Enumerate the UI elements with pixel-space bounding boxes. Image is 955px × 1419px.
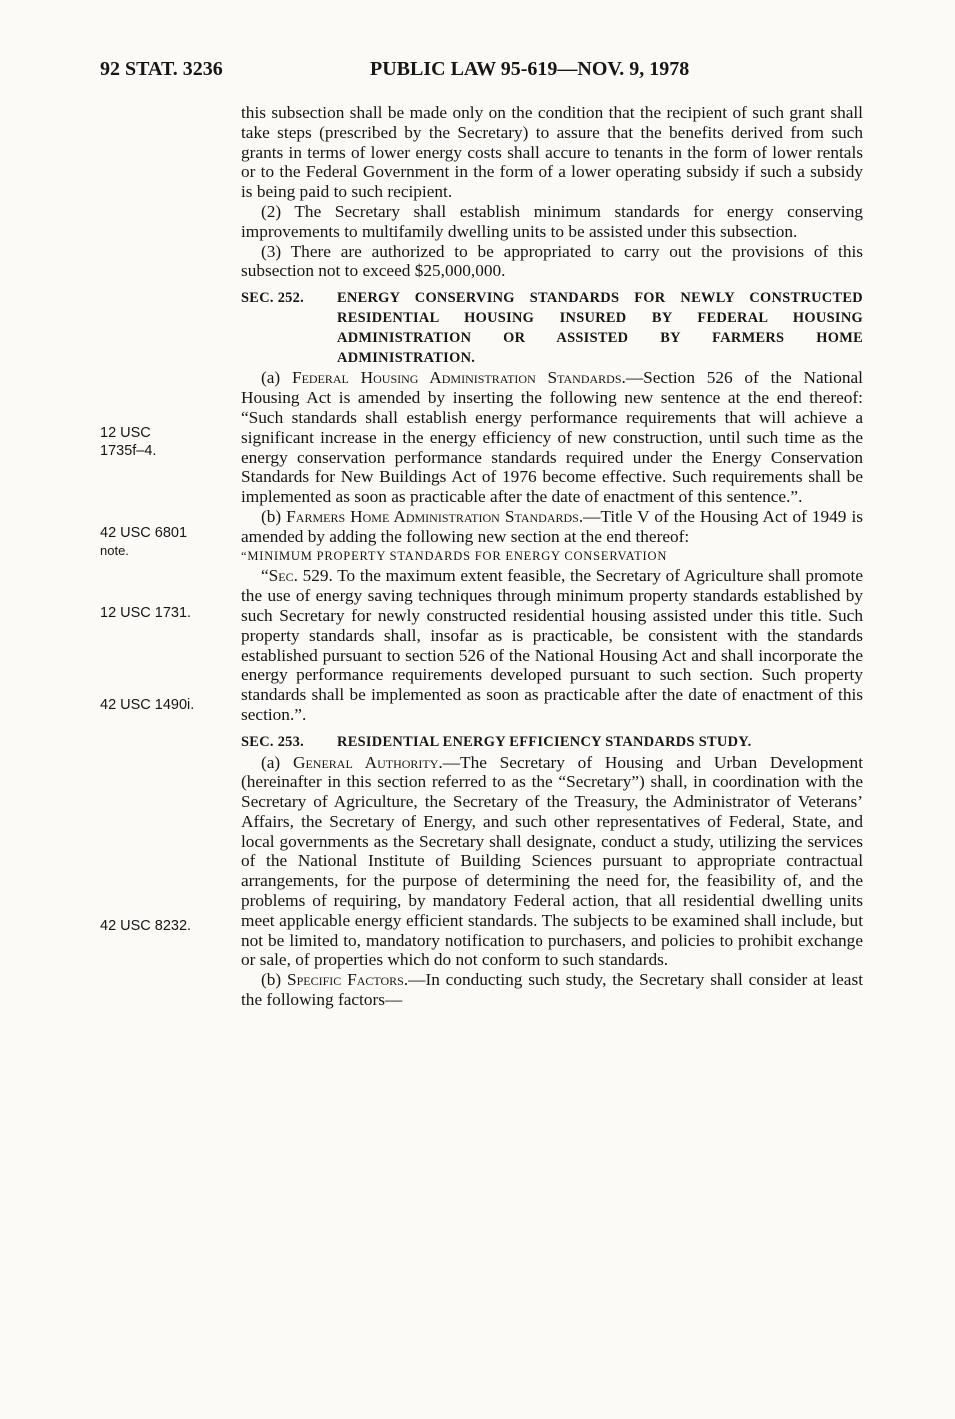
margin-note-line: 42 USC 1490i. [100, 697, 195, 713]
subsection-label: (b) [261, 970, 287, 990]
stat-page-number: 92 STAT. 3236 [100, 58, 223, 80]
subsection-heading: Federal Housing Administration Standards. [291, 368, 626, 388]
paragraph-fha-standards [241, 368, 863, 507]
margin-note-12usc1731 [100, 604, 230, 622]
subsection-heading: Farmers Home Administration Standards. [286, 506, 584, 526]
margin-note-42usc1490i [100, 696, 230, 714]
subsection-text: —In conducting such study, the Secretary shall consider at least the following factors— [241, 970, 863, 1010]
subsection-text: —Title V of the Housing Act of 1949 is amended by adding the following new section at the end thereof: [241, 506, 863, 546]
body-text [241, 103, 863, 1010]
margin-note-line: 1735f–4. [100, 443, 157, 459]
subsection-heading: General Authority. [292, 752, 443, 772]
margin-note-line: 12 USC [100, 425, 151, 441]
section-529-text: 529. To the maximum extent feasible, the Secretary of Agriculture shall promote the use of energy saving techniques through minimum property standards established by such Secretary for newly constructed residential housing assisted under this title. Such property standards shall, insofar as is practicable, be consistent with the standards established pursuant to section 526 of the National Housing Act and shall incorporate the energy performance requirements developed pursuant to such section. Such property standards shall be implemented as soon as practicable after the date of enactment of this section.”. [241, 566, 863, 724]
section-253-heading [241, 733, 863, 753]
section-252-title: ENERGY CONSERVING STANDARDS FOR NEWLY CONSTRUCTED RESIDENTIAL HOUSING INSURED BY FEDERAL HOUSING ADMINISTRATION OR ASSISTED BY FARMERS HOME ADMINISTRATION. [337, 290, 863, 366]
subsection-heading: Specific Factors. [286, 970, 409, 990]
minimum-property-standards-heading: “MINIMUM PROPERTY STANDARDS FOR ENERGY CONSERVATION [241, 548, 668, 563]
paragraph-specific-factors [241, 970, 863, 1010]
running-header [0, 58, 955, 88]
paragraph-minimum-standards: (2) The Secretary shall establish minimum standards for energy conserving improvements to multifamily dwelling units to be assisted under this subsection. [241, 201, 863, 241]
margin-note-line: 42 USC 8232. [100, 918, 192, 934]
section-253-number: SEC. 253. [241, 733, 305, 750]
paragraph-authorization: (3) There are authorized to be appropriated to carry out the provisions of this subsection not to exceed $25,000,000. [241, 241, 863, 281]
subsection-text: —The Secretary of Housing and Urban Development (hereinafter in this section referred to as the “Secretary”) shall, in coordination with the Secretary of Agriculture, the Secretary of the Treasury, the Administrator of Veterans’ Affairs, the Secretary of Energy, and such other representatives of Federal, State, and local governments as the Secretary shall designate, conduct a study, utilizing the services of the National Institute of Building Sciences pursuant to appropriate contractual arrangements, for the purpose of determining the need for, the feasibility of, and the problems of requiring, by mandatory Federal action, that all residential dwelling units meet applicable energy efficient standards. The subjects to be examined shall include, but not be limited to, mandatory notification to purchasers, and policies to prohibit exchange or sale, of properties which do not conform to such standards. [241, 752, 863, 970]
paragraph-grant-condition: this subsection shall be made only on the condition that the recipient of such grant shall take steps (prescribed by the Secretary) to assure that the benefits derived from such grants in terms of lower energy costs shall accure to tenants in the form of lower rentals or to the Federal Government in the form of a lower operating subsidy if such a subsidy is being paid to such recipient. [241, 103, 863, 202]
margin-note-line: note. [100, 543, 129, 558]
margin-note-line: 42 USC 6801 [100, 525, 188, 541]
subsection-text: —Section 526 of the National Housing Act is amended by inserting the following new sentence at the end thereof: “Such standards shall establish energy performance requirements that will achieve a significant increase in the energy efficiency of new construction, until such time as the energy conservation performance standards required under the Energy Conservation Standards for New Buildings Act of 1976 become effective. Such requirements shall be implemented as soon as practicable after the date of enactment of this sentence.”. [241, 368, 863, 507]
margin-note-12usc1735f4 [100, 424, 230, 460]
paragraph-section-529 [241, 566, 863, 724]
subsection-label: (a) [261, 368, 292, 388]
law-title: PUBLIC LAW 95-619—NOV. 9, 1978 [370, 58, 690, 80]
margin-note-42usc8232 [100, 917, 230, 935]
section-abbrev: Sec. [268, 566, 298, 586]
subsection-label: (b) [261, 506, 287, 526]
section-252-heading [241, 289, 863, 368]
subsection-label: (a) [261, 752, 293, 772]
section-252-number: SEC. 252. [241, 290, 305, 307]
margin-note-line: 12 USC 1731. [100, 605, 192, 621]
section-253-title: RESIDENTIAL ENERGY EFFICIENCY STANDARDS STUDY. [337, 733, 752, 750]
margin-note-42usc6801 [100, 524, 230, 560]
paragraph-general-authority [241, 753, 863, 971]
quote-mark: “ [261, 566, 269, 586]
paragraph-fmha-standards [241, 507, 863, 547]
